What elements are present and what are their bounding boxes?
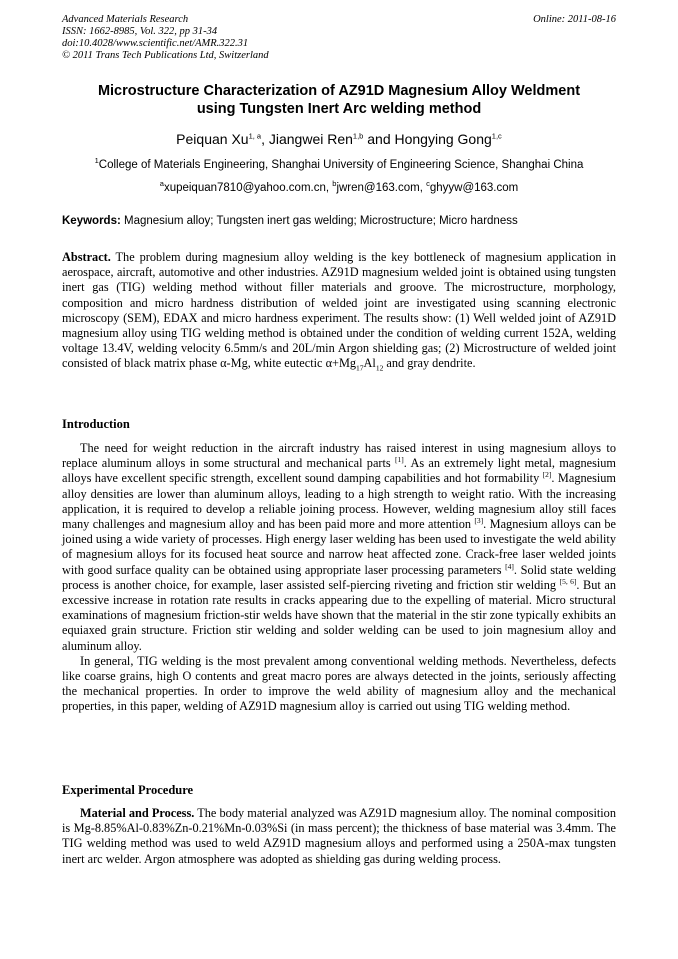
email-b: jwren@163.com, bbox=[336, 182, 427, 194]
intro-text: . Magnesium alloys can be joined using a wide variety of processes. High energy laser welding has been used to investigate the weld ability of magnesium alloys for its focused heat source and narrow heat affected zone. Crack-free laser welded joints with good surface quality can be obtained using appropriate laser processing parameters bbox=[62, 517, 616, 577]
doi: doi:10.4028/www.scientific.net/AMR.322.31 bbox=[62, 38, 249, 49]
citation: [4] bbox=[505, 561, 514, 571]
citation: [5, 6] bbox=[559, 576, 577, 586]
keywords-text: Magnesium alloy; Tungsten inert gas welding; Microstructure; Micro hardness bbox=[120, 215, 518, 227]
issn: ISSN: 1662-8985, Vol. 322, pp 31-34 bbox=[62, 26, 218, 37]
author-list bbox=[62, 130, 616, 148]
affiliation-text: College of Materials Engineering, Shanghai University of Engineering Science, Shanghai China bbox=[98, 159, 584, 171]
introduction-heading: Introduction bbox=[62, 417, 130, 431]
email-c: ghyyw@163.com bbox=[429, 182, 519, 194]
email-b-sup: b bbox=[332, 179, 337, 189]
email-a: xupeiquan7810@yahoo.com.cn, bbox=[163, 182, 333, 194]
citation: [2] bbox=[542, 470, 552, 480]
abstract-text: The problem during magnesium alloy welding is the key bottleneck of magnesium application in aerospace, aircraft, automotive and other industries. AZ91D magnesium welded joint is obtained using tungsten inert gas (TIG) welding method without filler materials and groove. The microstructure, morphology, composition and micro hardness distribution of welded joint are investigated using scanning electronic microscopy (SEM), EDAX and micro hardness experiment. The results show: (1) Well welded joint of AZ91D magnesium alloy using TIG welding method is obtained under the condition of welding current 152A, welding voltage 13.4V, welding velocity 6.5mm/s and 20L/min Argon shielding gas; (2) Microstructure of welded joint consisted of black matrix phase α-Mg, white eutectic α+Mg bbox=[62, 250, 616, 371]
intro-text: The need for weight reduction in the aircraft industry has raised interest in using magnesium alloys to replace aluminum alloys in some structural and mechanical parts bbox=[62, 441, 616, 471]
journal-header bbox=[62, 14, 269, 62]
abstract-label: Abstract. bbox=[62, 250, 111, 264]
email-a-sup: a bbox=[159, 179, 164, 189]
abstract-mid: Al bbox=[363, 356, 376, 371]
author-2-sup: 1,b bbox=[352, 131, 364, 141]
keywords-label: Keywords: bbox=[62, 215, 121, 227]
abstract-end: and gray dendrite. bbox=[383, 356, 476, 371]
paper-title bbox=[62, 82, 616, 118]
author-3-sup: 1,c bbox=[491, 131, 502, 141]
author-1-sup: 1, a bbox=[248, 131, 262, 141]
experimental-heading: Experimental Procedure bbox=[62, 783, 194, 797]
abstract-sub-1: 17 bbox=[356, 363, 364, 373]
intro-text: . Magnesium alloy densities are lower than aluminum alloys, leading to a high strength to weight ratio. With the increasing application, it is required to develop a reliable joining process. However, welding magnesium alloy still faces many challenges and magnesium alloy and has been paid more and more attention bbox=[62, 471, 616, 532]
abstract-sub-2: 12 bbox=[375, 363, 384, 373]
introduction-body bbox=[62, 441, 616, 715]
title-line-2: using Tungsten Inert Arc welding method bbox=[196, 101, 482, 117]
experimental-text: The body material analyzed was AZ91D magnesium alloy. The nominal composition is Mg-8.85%Al-0.83%Zn-0.21%Mn-0.03%Si (in mass percent); the thickness of base material was 3.4mm. The TIG welding method was used to weld AZ91D magnesium alloys and performed using a 250A-max tungsten inert arc welder. Argon atmosphere was adopted as shielding gas during welding process. bbox=[62, 806, 616, 866]
intro-text: . Solid state welding process is another choice, for example, laser assisted self-piercing riveting and friction stir welding bbox=[62, 562, 616, 592]
citation: [1] bbox=[395, 455, 404, 465]
intro-paragraph-2: In general, TIG welding is the most prevalent among conventional welding methods. Nevertheless, defects like coarse grains, high O contents and great macro pores are always detected in the joints, seriously affecting the mechanical properties. In order to improve the weld ability of magnesium alloy and the mechanical properties, in this paper, welding of AZ91D magnesium alloy is carried out using TIG welding method. bbox=[62, 653, 616, 714]
title-line-1: Microstructure Characterization of AZ91D Magnesium Alloy Weldment bbox=[97, 83, 581, 99]
intro-text: . But an excessive increase in rotation rate results in cracks appearing due to the expelling of material. Micro structural examinations of magnesium friction-stir welds have shown that the material in the stir zone typically exhibits an equiaxed grain structure. Friction stir welding and solder welding can be used to join magnesium alloy and aluminum alloy. bbox=[62, 577, 616, 653]
author-emails bbox=[62, 181, 616, 195]
email-c-sup: c bbox=[426, 179, 430, 189]
author-3: and Hongying Gong bbox=[363, 131, 492, 147]
author-2: , Jiangwei Ren bbox=[261, 131, 353, 147]
copyright: © 2011 Trans Tech Publications Ltd, Switzerland bbox=[62, 50, 269, 61]
experimental-body bbox=[62, 806, 616, 867]
online-date: Online: 2011-08-16 bbox=[533, 14, 616, 25]
citation: [3] bbox=[474, 515, 484, 525]
experimental-label: Material and Process. bbox=[80, 806, 195, 820]
author-1: Peiquan Xu bbox=[176, 131, 249, 147]
affiliation bbox=[62, 158, 616, 172]
intro-text: . As an extremely light metal, magnesium alloys have excellent specific strength, excellent sound damping capabilities and hot formability bbox=[62, 456, 616, 486]
affiliation-sup: 1 bbox=[94, 156, 99, 166]
abstract bbox=[62, 250, 616, 372]
intro-paragraph-1 bbox=[62, 441, 616, 654]
keywords bbox=[62, 214, 616, 228]
journal-name: Advanced Materials Research bbox=[62, 14, 189, 25]
